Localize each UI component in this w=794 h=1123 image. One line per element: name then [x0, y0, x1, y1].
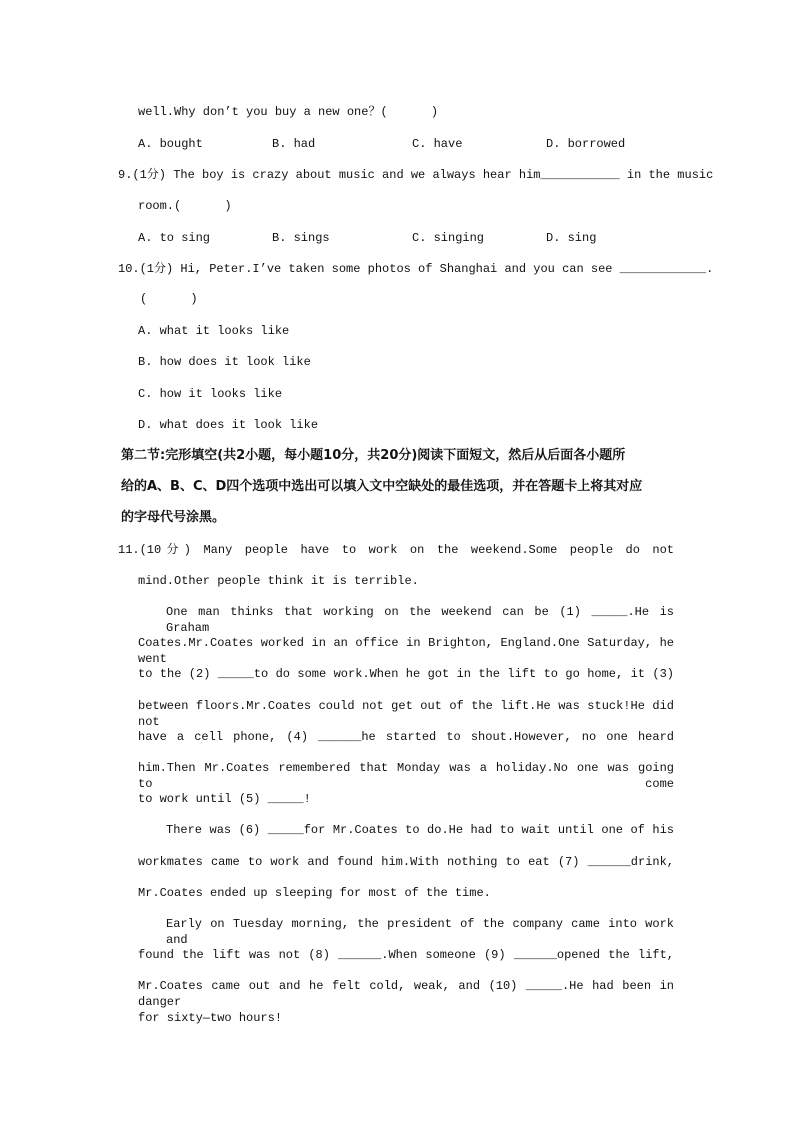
q11-passage-line: 11.(10分) Many people have to work on the weekend.Some people do not — [118, 543, 674, 557]
q8-option-d[interactable]: D. borrowed — [546, 137, 626, 151]
q8-option-c[interactable]: C. have — [412, 137, 463, 151]
section2-instruction-line3: 的字母代号涂黑。 — [121, 510, 226, 525]
q11-passage-line: to work until (5) _____! — [138, 792, 311, 806]
q11-passage-line: Mr.Coates ended up sleeping for most of the time. — [138, 886, 491, 900]
q11-passage-line: mind.Other people think it is terrible. — [138, 574, 419, 588]
q9-stem-cont: room.( ) — [138, 199, 232, 213]
q8-stem-end: well.Why don’t you buy a new one？( ) — [138, 105, 439, 119]
q10-answer-bracket: ( ) — [140, 292, 198, 306]
q11-passage-line: One man thinks that working on the weekend can be (1) _____.He is Graham — [166, 605, 674, 635]
q11-passage-line: Early on Tuesday morning, the president of the company came into work and — [166, 917, 674, 947]
q11-passage-line: There was (6) _____for Mr.Coates to do.He had to wait until one of his — [166, 823, 674, 837]
q9-option-d[interactable]: D. sing — [546, 231, 597, 245]
q11-passage-line: between floors.Mr.Coates could not get out of the lift.He was stuck!He did not — [138, 699, 674, 729]
q9-option-c[interactable]: C. singing — [412, 231, 485, 245]
q10-stem: 10.(1分) Hi, Peter.I’ve taken some photos of Shanghai and you can see ____________. — [118, 262, 714, 276]
q9-option-b[interactable]: B. sings — [272, 231, 330, 245]
q11-passage-line: for sixty—two hours! — [138, 1011, 283, 1025]
q8-option-b[interactable]: B. had — [272, 137, 316, 151]
q8-option-a[interactable]: A. bought — [138, 137, 203, 151]
q11-passage-line: workmates came to work and found him.With nothing to eat (7) ______drink, — [138, 855, 674, 869]
section2-instruction-line2: 给的A、B、C、D四个选项中选出可以填入文中空缺处的最佳选项，并在答题卡上将其对应 — [121, 479, 643, 494]
q9-option-a[interactable]: A. to sing — [138, 231, 211, 245]
q11-passage-line: found the lift was not (8) ______.When someone (9) ______opened the lift, — [138, 948, 674, 962]
q10-option-c[interactable]: C. how it looks like — [138, 387, 283, 401]
q11-passage-line: have a cell phone, (4) ______he started to shout.However, no one heard — [138, 730, 674, 744]
q10-option-a[interactable]: A. what it looks like — [138, 324, 290, 338]
q10-option-b[interactable]: B. how does it look like — [138, 355, 311, 369]
q11-passage-line: him.Then Mr.Coates remembered that Monday was a holiday.No one was going to come — [138, 761, 674, 791]
q10-option-d[interactable]: D. what does it look like — [138, 418, 319, 432]
section2-instruction-line1: 第二节:完形填空(共2小题，每小题10分，共20分)阅读下面短文，然后从后面各小题所 — [121, 448, 626, 463]
q11-passage-line: Coates.Mr.Coates worked in an office in Brighton, England.One Saturday, he went — [138, 636, 674, 666]
q9-stem: 9.(1分) The boy is crazy about music and we always hear him___________ in the music — [118, 168, 714, 182]
q11-passage-line: Mr.Coates came out and he felt cold, weak, and (10) _____.He had been in danger — [138, 979, 674, 1009]
q11-passage-line: to the (2) _____to do some work.When he got in the lift to go home, it (3) — [138, 667, 674, 681]
